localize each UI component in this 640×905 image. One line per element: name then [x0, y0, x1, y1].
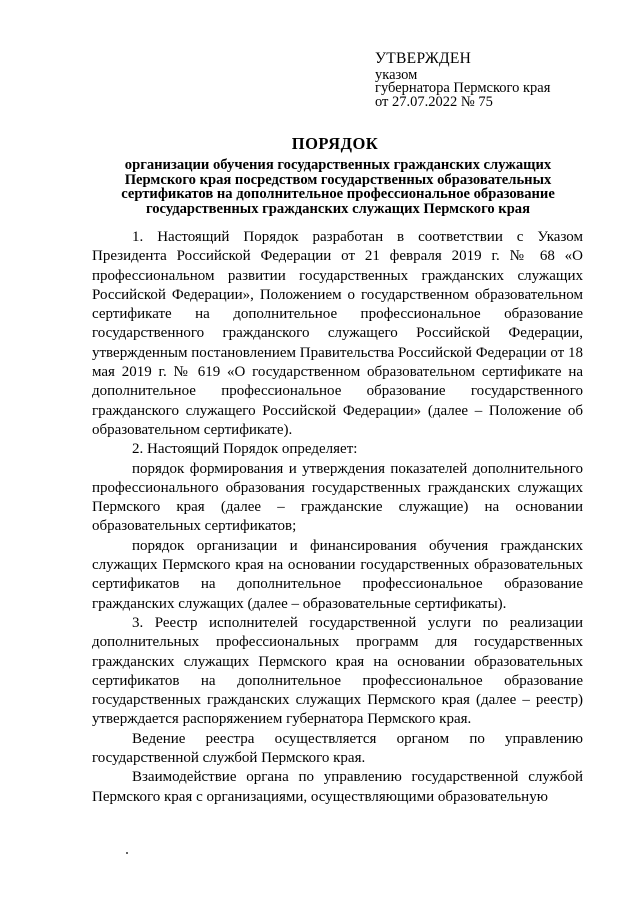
document-body	[92, 228, 583, 807]
scan-speck	[126, 852, 128, 854]
document-subtitle: организации обучения государственных гражданских служащих Пермского края посредством государственных образовательных сертификатов на дополнительное профессиональное образование государственных гражданских служащих Пермского края	[121, 157, 555, 217]
approval-line-governor: губернатора Пермского края	[375, 80, 551, 96]
paragraph-1: 1. Настоящий Порядок разработан в соответствии с Указом Президента Российской Федерации от 21 февраля 2019 г. № 68 «О профессиональном развитии государственных гражданских служащих Российской Федерации», Положением о государственном образовательном сертификате на дополнительное профессиональное образование государственного гражданского служащего Российской Федерации, утвержденным постановлением Правительства Российской Федерации от 18 мая 2019 г. № 619 «О государственном образовательном сертификате на дополнительное профессиональное образование государственного гражданского служащего Российской Федерации» (далее – Положение об образовательном сертификате).	[92, 229, 583, 438]
paragraph-registry-maintenance: Ведение реестра осуществляется органом по управлению государственной службой Пермского края.	[92, 730, 583, 767]
approval-line-decree: указом	[375, 66, 418, 83]
paragraph-2-item-1: порядок формирования и утверждения показателей дополнительного профессионального образования государственных гражданских служащих Пермского края (далее – гражданские служащие) на основании образовательных сертификатов;	[92, 460, 583, 535]
document-title: ПОРЯДОК	[291, 134, 379, 153]
paragraph-interaction: Взаимодействие органа по управлению государственной службой Пермского края с организациями, осуществляющими образовательную	[92, 769, 583, 805]
approval-block	[375, 52, 605, 109]
approval-line-date: от 27.07.2022 № 75	[375, 93, 493, 110]
paragraph-2: 2. Настоящий Порядок определяет:	[132, 441, 358, 458]
approval-heading: УТВЕРЖДЕН	[375, 50, 472, 67]
paragraph-2-item-2: порядок организации и финансирования обучения гражданских служащих Пермского края на основании государственных образовательных сертификатов на дополнительное профессиональное образование гражданских служащих (далее – образовательные сертификаты).	[92, 537, 583, 612]
paragraph-3: 3. Реестр исполнителей государственной услуги по реализации дополнительных профессиональных программ для государственных гражданских служащих Пермского края на основании образовательных сертификатов на дополнительное профессиональное образование государственных гражданских служащих Пермского края (далее – реестр) утверждается распоряжением губернатора Пермского края.	[92, 614, 583, 728]
